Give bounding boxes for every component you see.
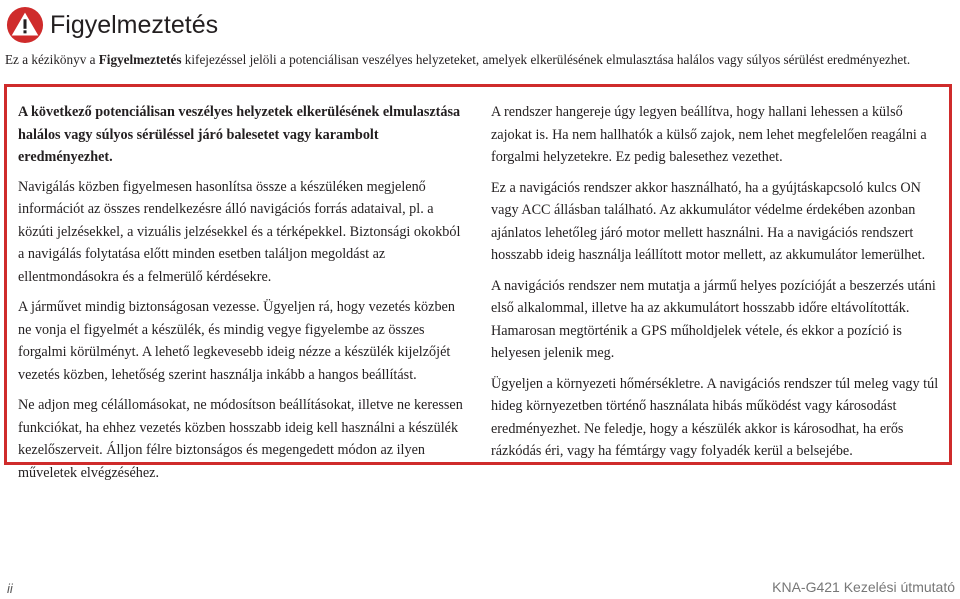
paragraph-no-input-while-driving: Ne adjon meg célállomásokat, ne módosítson beállításokat, illetve ne keressen funkciókat, ha ehhez vezetés közben hosszabb ideig kell használni a készülék kezelőszerveit. Álljon félre biztonságos és megengedett módon az ilyen műveletek elvégzéséhez. xyxy=(18,397,463,481)
paragraph-temperature: Ügyeljen a környezeti hőmérsékletre. A navigációs rendszer túl meleg vagy túl hideg környezetben történő használata hibás működést vagy károsodást eredményezhet. Ne feledje, hogy a készülék akkor is károsodhat, ha erős rázkódás éri, vagy ha fémtárgy vagy folyadék kerül a belsejébe. xyxy=(491,375,939,459)
page-title: Figyelmeztetés xyxy=(50,10,219,39)
left-column xyxy=(18,101,468,492)
warning-lead: A következő potenciálisan veszélyes helyzetek elkerülésének elmulasztása halálos vagy súlyos sérüléssel járó balesetet vagy karambolt eredményezhet. xyxy=(18,104,461,165)
paragraph-navigation-check: Navigálás közben figyelmesen hasonlítsa össze a készüléken megjelenő információt az összes rendelkezésre álló navigációs forrás adataival, pl. a közúti jelzésekkel, a vizuális jelzésekkel és a térképekkel. Biztonsági okokból a navigálás folytatása előtt minden esetben találjon megoldást az ellentmondásokra és a felmerülő kérdésekre. xyxy=(18,178,461,285)
right-column xyxy=(491,101,944,471)
intro-text xyxy=(5,51,955,68)
warning-triangle-icon xyxy=(6,6,44,44)
intro-part2: kifejezéssel jelöli a potenciálisan veszélyes helyzeteket, amelyek elkerülésének elmulasztása halálos vagy súlyos sérülést eredményezhet. xyxy=(181,52,911,67)
paragraph-volume: A rendszer hangereje úgy legyen beállítva, hogy hallani lehessen a külső zajokat is. Ha nem hallhatók a külső zajok, nem lehet megfelelően reagálni a forgalmi helyzetekre. Ez pedig balesethez vezethet. xyxy=(491,104,927,165)
manual-title: KNA-G421 Kezelési útmutató xyxy=(772,579,955,595)
paragraph-safe-driving: A járművet mindig biztonságosan vezesse. Ügyeljen rá, hogy vezetés közben ne vonja el figyelmét a készülék, és mindig vegye figyelembe az összes forgalmi körülményt. A lehető legkevesebb ideig nézze a készülék kijelzőjét vezetés közben, lehetőség szerint használja inkább a hangos beállítást. xyxy=(18,299,455,383)
warning-box xyxy=(4,84,952,481)
intro-part1: Ez a kézikönyv a xyxy=(5,52,99,67)
paragraph-position: A navigációs rendszer nem mutatja a jármű helyes pozícióját a beszerzés utáni első alkalommal, illetve ha az akkumulátort hosszabb időre eltávolították. Hamarosan megtörténik a GPS műholdjelek vétele, és ekkor a pozíció is helyesen jelenik meg. xyxy=(491,277,936,361)
page-number: ii xyxy=(7,581,13,596)
paragraph-ignition: Ez a navigációs rendszer akkor használható, ha a gyújtáskapcsoló kulcs ON vagy ACC állásban található. Az akkumulátor védelme érdekében azonban ajánlatos lehetőleg járó motor mellett használni. Ha a navigációs rendszert hosszabb ideig használja leállított motor mellett, az akkumulátor lemerülhet. xyxy=(491,179,926,263)
page-header xyxy=(6,5,218,45)
intro-bold-term: Figyelmeztetés xyxy=(98,52,182,67)
